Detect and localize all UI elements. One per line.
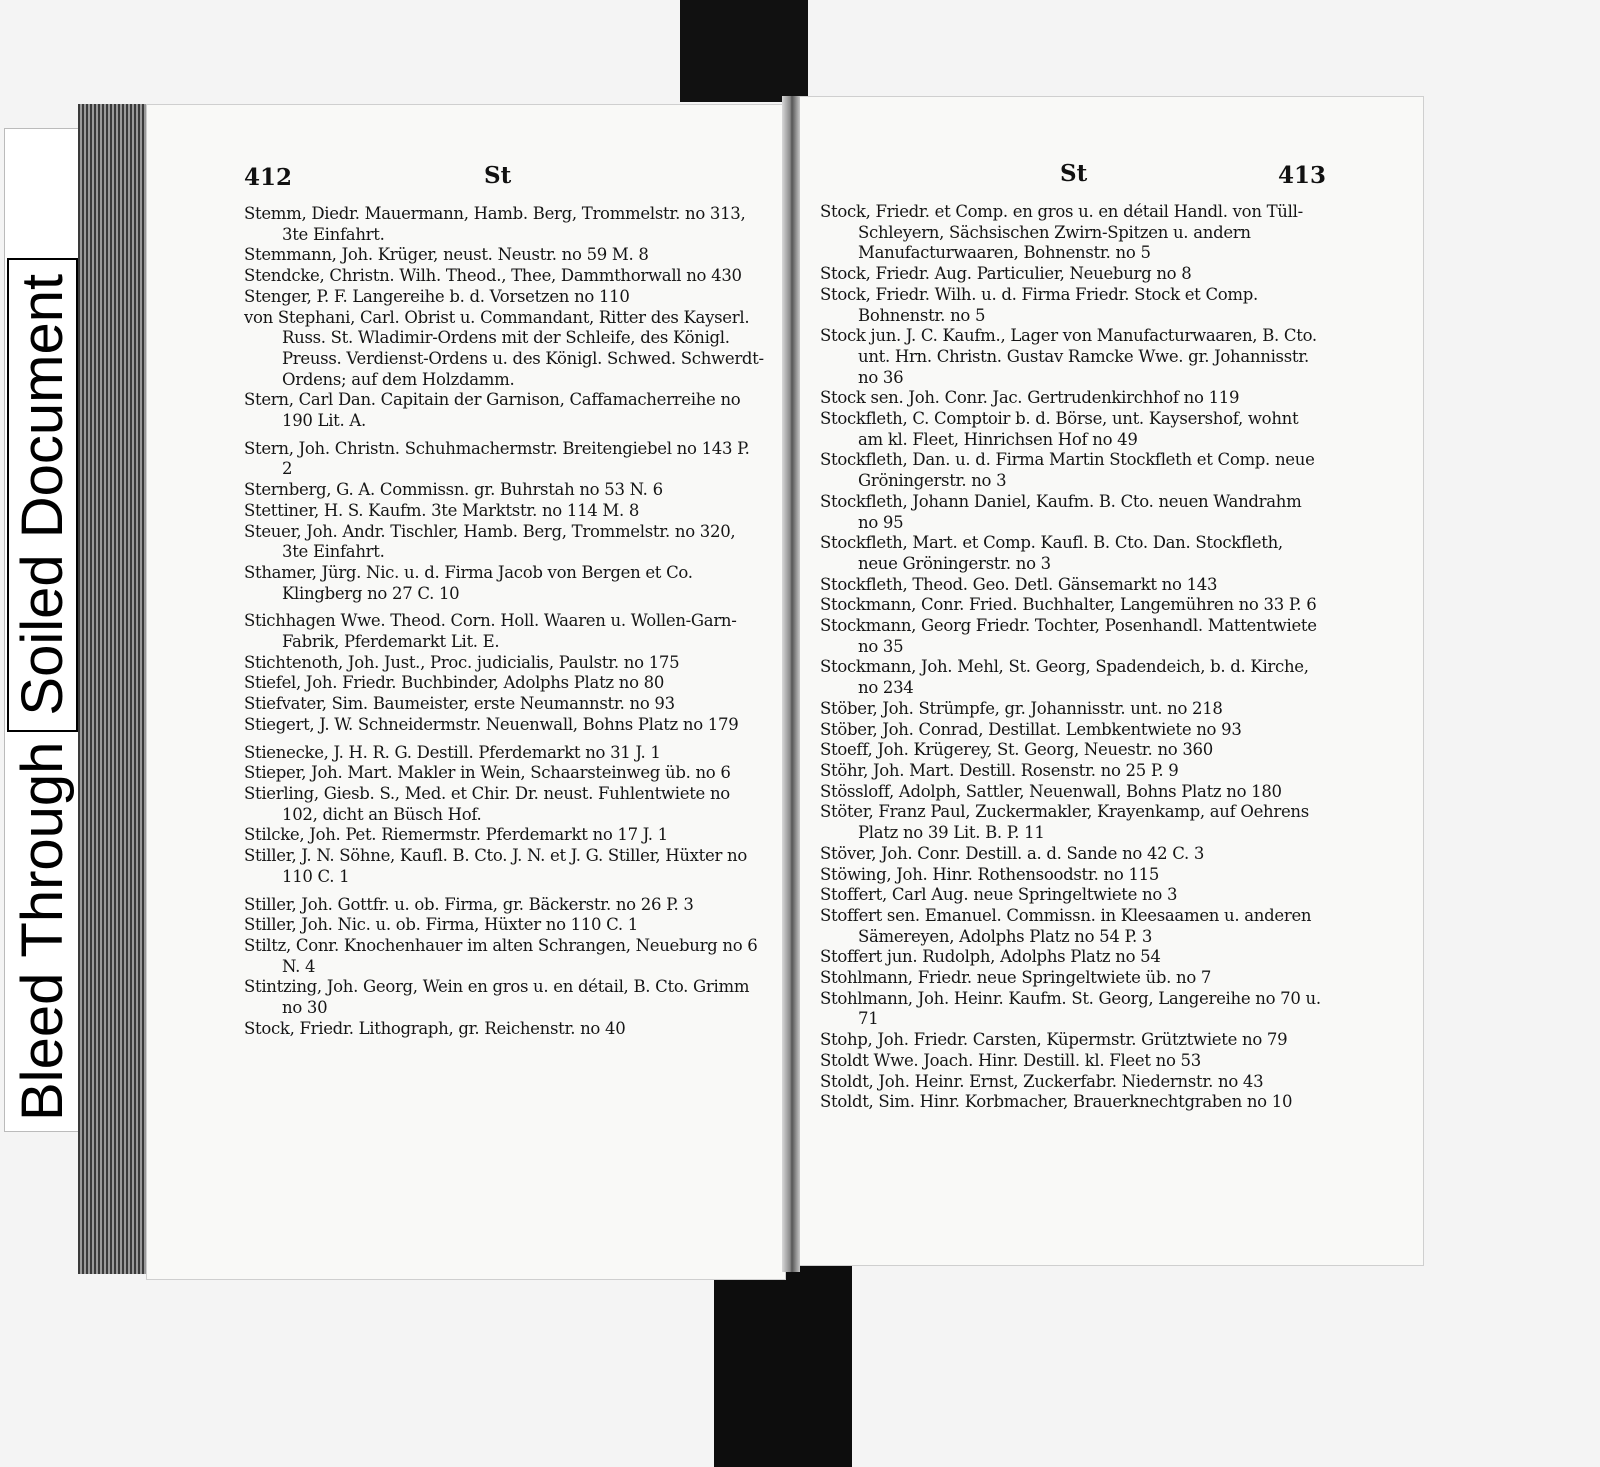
directory-entry: Stiltz, Conr. Knochenhauer im alten Schrangen, Neueburg no 6 N. 4 (244, 935, 758, 976)
directory-entry: Stiller, J. N. Söhne, Kaufl. B. Cto. J. N. et J. G. Stiller, Hüxter no 110 C. 1 (244, 846, 747, 886)
directory-entry: Stieper, Joh. Mart. Makler in Wein, Schaarsteinweg üb. no 6 (244, 763, 731, 783)
directory-entry: Stiefvater, Sim. Baumeister, erste Neumannstr. no 93 (244, 694, 675, 714)
top-black-strip (680, 0, 808, 102)
directory-entry: Stock, Friedr. Aug. Particulier, Neueburg no 8 (820, 264, 1192, 284)
bottom-black-strip (714, 1248, 852, 1467)
page-edges (78, 104, 148, 1274)
directory-entry: Stock, Friedr. et Comp. en gros u. en détail Handl. von Tüll-Schleyern, Sächsischen Zwirn-Spitzen u. andern Manufacturwaaren, Bohnenstr. no 5 (820, 202, 1303, 263)
side-label-text (5, 129, 79, 1131)
directory-entry: Stohlmann, Joh. Heinr. Kaufm. St. Georg, Langereihe no 70 u. 71 (820, 988, 1321, 1029)
directory-entry: Stiefel, Joh. Friedr. Buchbinder, Adolphs Platz no 80 (244, 673, 665, 693)
right-entries (820, 202, 1326, 1113)
directory-entry: Stockmann, Conr. Fried. Buchhalter, Langemühren no 33 P. 6 (820, 595, 1317, 615)
directory-entry: Stichtenoth, Joh. Just., Proc. judicialis, Paulstr. no 175 (244, 652, 680, 672)
directory-entry: Stockmann, Joh. Mehl, St. Georg, Spadendeich, b. d. Kirche, no 234 (820, 657, 1309, 698)
side-label (4, 128, 80, 1132)
directory-entry: Stockfleth, Mart. et Comp. Kaufl. B. Cto. Dan. Stockfleth, neue Gröningerstr. no 3 (820, 533, 1283, 573)
directory-entry: Stockfleth, Theod. Geo. Detl. Gänsemarkt no 143 (820, 574, 1218, 594)
directory-entry: Stenger, P. F. Langereihe b. d. Vorsetzen no 110 (244, 286, 630, 306)
right-page-number: 413 (1278, 162, 1327, 189)
directory-entry: Stiller, Joh. Gottfr. u. ob. Firma, gr. Bäckerstr. no 26 P. 3 (244, 894, 694, 914)
directory-entry: Stienecke, J. H. R. G. Destill. Pferdemarkt no 31 J. 1 (244, 742, 661, 762)
left-page-header: St (484, 162, 512, 189)
directory-entry: Steuer, Joh. Andr. Tischler, Hamb. Berg, Trommelstr. no 320, 3te Einfahrt. (244, 521, 736, 562)
directory-entry: Stoeff, Joh. Krügerey, St. Georg, Neuestr. no 360 (820, 740, 1213, 760)
directory-entry: Stendcke, Christn. Wilh. Theod., Thee, Dammthorwall no 430 (244, 266, 742, 286)
directory-entry: Stern, Joh. Christn. Schuhmachermstr. Breitengiebel no 143 P. 2 (244, 438, 750, 479)
directory-entry: Stoldt Wwe. Joach. Hinr. Destill. kl. Fleet no 53 (820, 1050, 1201, 1070)
directory-entry: Stemm, Diedr. Mauermann, Hamb. Berg, Trommelstr. no 313, 3te Einfahrt. (244, 204, 746, 244)
directory-entry: Stern, Carl Dan. Capitain der Garnison, Caffamacherreihe no 190 Lit. A. (244, 390, 741, 431)
directory-entry: Stettiner, H. S. Kaufm. 3te Marktstr. no 114 M. 8 (244, 500, 640, 520)
directory-entry: Stöver, Joh. Conr. Destill. a. d. Sande no 42 C. 3 (820, 843, 1205, 863)
directory-entry: Stemmann, Joh. Krüger, neust. Neustr. no 59 M. 8 (244, 245, 649, 265)
directory-entry: Stöhr, Joh. Mart. Destill. Rosenstr. no 25 P. 9 (820, 760, 1179, 780)
book-gutter (782, 96, 800, 1272)
directory-entry: Stockfleth, Johann Daniel, Kaufm. B. Cto. neuen Wandrahm no 95 (820, 491, 1302, 532)
directory-entry: Stoldt, Joh. Heinr. Ernst, Zuckerfabr. Niedernstr. no 43 (820, 1071, 1264, 1091)
directory-entry: Stiller, Joh. Nic. u. ob. Firma, Hüxter no 110 C. 1 (244, 915, 639, 935)
left-page-number: 412 (244, 164, 293, 191)
directory-entry: von Stephani, Carl. Obrist u. Commandant, Ritter des Kayserl. Russ. St. Wladimir-Ordens mit der Schleife, des Königl. Preuss. Verdienst-Ordens u. des Königl. Schwed. Schwerdt-Ordens; auf dem Holzdamm. (244, 307, 764, 389)
directory-entry: Stierling, Giesb. S., Med. et Chir. Dr. neust. Fuhlentwiete no 102, dicht an Büsch Hof. (244, 783, 730, 824)
directory-entry: Stock jun. J. C. Kaufm., Lager von Manufacturwaaren, B. Cto. unt. Hrn. Christn. Gustav Ramcke Wwe. gr. Johannisstr. no 36 (820, 326, 1317, 387)
directory-entry: Stöber, Joh. Conrad, Destillat. Lembkentwiete no 93 (820, 719, 1242, 739)
directory-entry: Stock, Friedr. Lithograph, gr. Reichenstr. no 40 (244, 1018, 626, 1038)
directory-entry: Stock, Friedr. Wilh. u. d. Firma Friedr. Stock et Comp. Bohnenstr. no 5 (820, 284, 1258, 325)
left-entries (244, 204, 764, 1039)
directory-entry: Stössloff, Adolph, Sattler, Neuenwall, Bohns Platz no 180 (820, 781, 1282, 801)
directory-entry: Stiegert, J. W. Schneidermstr. Neuenwall, Bohns Platz no 179 (244, 714, 739, 734)
directory-entry: Stoffert sen. Emanuel. Commissn. in Kleesaamen u. anderen Sämereyen, Adolphs Platz no 54 P. 3 (820, 905, 1312, 946)
right-page-header: St (1060, 160, 1088, 187)
directory-entry: Stohlmann, Friedr. neue Springeltwiete üb. no 7 (820, 968, 1212, 988)
directory-entry: Stichhagen Wwe. Theod. Corn. Holl. Waaren u. Wollen-Garn-Fabrik, Pferdemarkt Lit. E. (244, 611, 737, 652)
directory-entry: Stoffert, Carl Aug. neue Springeltwiete no 3 (820, 885, 1178, 905)
directory-entry: Stoffert jun. Rudolph, Adolphs Platz no 54 (820, 947, 1161, 967)
directory-entry: Stock sen. Joh. Conr. Jac. Gertrudenkirchhof no 119 (820, 388, 1240, 408)
directory-entry: Stohp, Joh. Friedr. Carsten, Küpermstr. Grütztwiete no 79 (820, 1030, 1288, 1050)
directory-entry: Stockfleth, Dan. u. d. Firma Martin Stockfleth et Comp. neue Gröningerstr. no 3 (820, 450, 1315, 491)
directory-entry: Stockmann, Georg Friedr. Tochter, Posenhandl. Mattentwiete no 35 (820, 616, 1317, 656)
side-label-part2: Soiled Document (7, 258, 78, 732)
directory-entry: Stöter, Franz Paul, Zuckermakler, Krayenkamp, auf Oehrens Platz no 39 Lit. B. P. 11 (820, 802, 1309, 843)
directory-entry: Sthamer, Jürg. Nic. u. d. Firma Jacob von Bergen et Co. Klingberg no 27 C. 10 (244, 562, 693, 603)
directory-entry: Sternberg, G. A. Commissn. gr. Buhrstah no 53 N. 6 (244, 480, 663, 500)
directory-entry: Stöber, Joh. Strümpfe, gr. Johannisstr. unt. no 218 (820, 698, 1223, 718)
side-label-part1: Bleed Through (9, 741, 75, 1121)
directory-entry: Stöwing, Joh. Hinr. Rothensoodstr. no 115 (820, 864, 1160, 884)
directory-entry: Stockfleth, C. Comptoir b. d. Börse, unt. Kaysershof, wohnt am kl. Fleet, Hinrichsen Hof no 49 (820, 409, 1299, 449)
directory-entry: Stilcke, Joh. Pet. Riemermstr. Pferdemarkt no 17 J. 1 (244, 825, 668, 845)
directory-entry: Stintzing, Joh. Georg, Wein en gros u. en détail, B. Cto. Grimm no 30 (244, 977, 750, 1018)
directory-entry: Stoldt, Sim. Hinr. Korbmacher, Brauerknechtgraben no 10 (820, 1092, 1293, 1112)
